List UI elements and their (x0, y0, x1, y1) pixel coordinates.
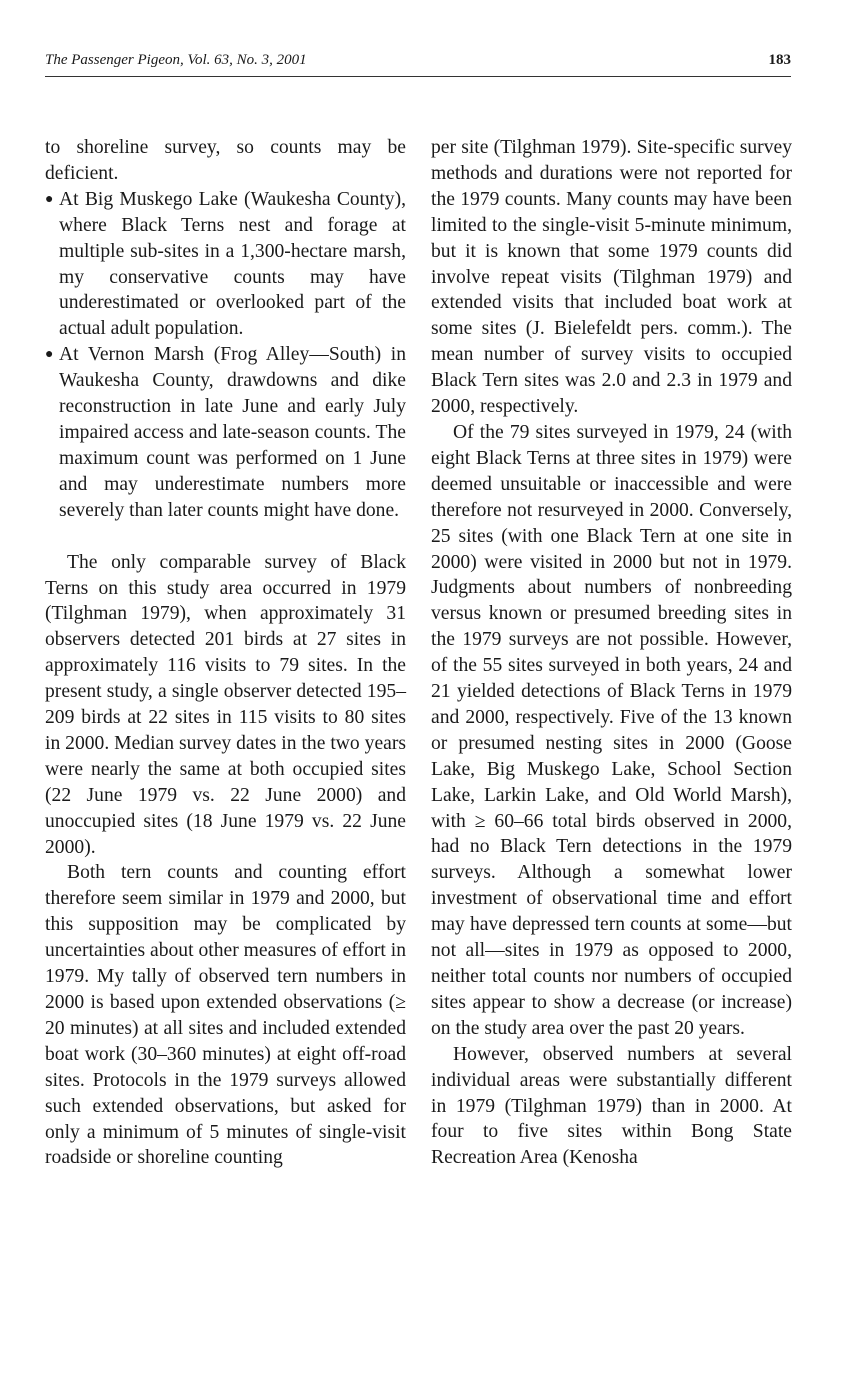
journal-citation: The Passenger Pigeon, Vol. 63, No. 3, 2001 (45, 52, 307, 68)
bullet-icon: ● (45, 347, 54, 363)
continuation-text: per site (Tilghman 1979). Site-specific survey methods and durations were not reported for the 1979 counts. Many counts may have been limited to the single-visit 5-minute minimum, but it is known that some 1979 counts did involve repeat visits (Tilghman 1979) and extended visits that included boat work at some sites (J. Bielefeldt pers. comm.). The mean number of survey visits to occupied Black Tern sites was 2.0 and 2.3 in 1979 and 2000, respectively. (431, 137, 792, 418)
bullet-item (45, 342, 406, 523)
bullet-text: At Big Muskego Lake (Waukesha County), where Black Terns nest and forage at multiple sub-sites in a 1,300-hectare marsh, my conservative counts may have underestimated or overlooked part of the actual adult population. (59, 188, 406, 340)
page-number: 183 (768, 52, 791, 68)
bullet-text: At Vernon Marsh (Frog Alley—South) in Waukesha County, drawdowns and dike reconstruction in late June and early July impaired access and late-season counts. The maximum count was performed on 1 June and may underestimate numbers more severely than later counts might have done. (59, 344, 406, 521)
bullet-icon: ● (45, 191, 54, 207)
body-paragraph: However, observed numbers at several individual areas were substantially different in 1979 (Tilghman 1979) than in 2000. At four to five sites within Bong State Recreation Area (Kenosha (431, 1043, 792, 1169)
bullet-item (45, 187, 406, 342)
body-paragraph: The only comparable survey of Black Terns on this study area occurred in 1979 (Tilghman 1979), when approximately 31 observers detected 201 birds at 27 sites in approximately 116 visits to 79 sites. In the present study, a single observer detected 195–209 birds at 22 sites in 115 visits to 80 sites in 2000. Median survey dates in the two years were nearly the same at both occupied sites (22 June 1979 vs. 22 June 2000) and unoccupied sites (18 June 1979 vs. 22 June 2000). (45, 551, 406, 858)
body-paragraph: Of the 79 sites surveyed in 1979, 24 (with eight Black Terns at three sites in 1979) were deemed unsuitable or inaccessible and were therefore not resurveyed in 2000. Conversely, 25 sites (with one Black Tern at one site in 2000) were visited in 2000 but not in 1979. Judgments about numbers of nonbreeding versus known or presumed breeding sites in the 1979 surveys are not possible. However, of the 55 sites surveyed in both years, 24 and 21 yielded detections of Black Terns in 1979 and 2000, respectively. Five of the 13 known or presumed nesting sites in 2000 (Goose Lake, Big Muskego Lake, School Section Lake, Larkin Lake, and Old World Marsh), with ≥ 60–66 total birds observed in 2000, had no Black Tern detections in the 1979 surveys. Although a somewhat lower investment of observational time and effort may have depressed tern counts at some—but not all—sites in 1979 as opposed to 2000, neither total counts nor numbers of occupied sites appear to show a decrease (or increase) on the study area over the past 20 years. (431, 421, 792, 1039)
right-column (431, 135, 792, 1171)
body-paragraph: Both tern counts and counting effort therefore seem similar in 1979 and 2000, but this supposition may be complicated by uncertainties about other measures of effort in 1979. My tally of observed tern numbers in 2000 is based upon extended observations (≥ 20 minutes) at all sites and included extended boat work (30–360 minutes) at eight off-road sites. Protocols in the 1979 surveys allowed such extended observations, but asked for only a minimum of 5 minutes of single-visit roadside or shoreline counting (45, 862, 406, 1169)
bullet-list (45, 187, 406, 524)
left-column (45, 135, 406, 1171)
continuation-text: to shoreline survey, so counts may be deficient. (45, 137, 406, 184)
running-header (45, 50, 791, 77)
